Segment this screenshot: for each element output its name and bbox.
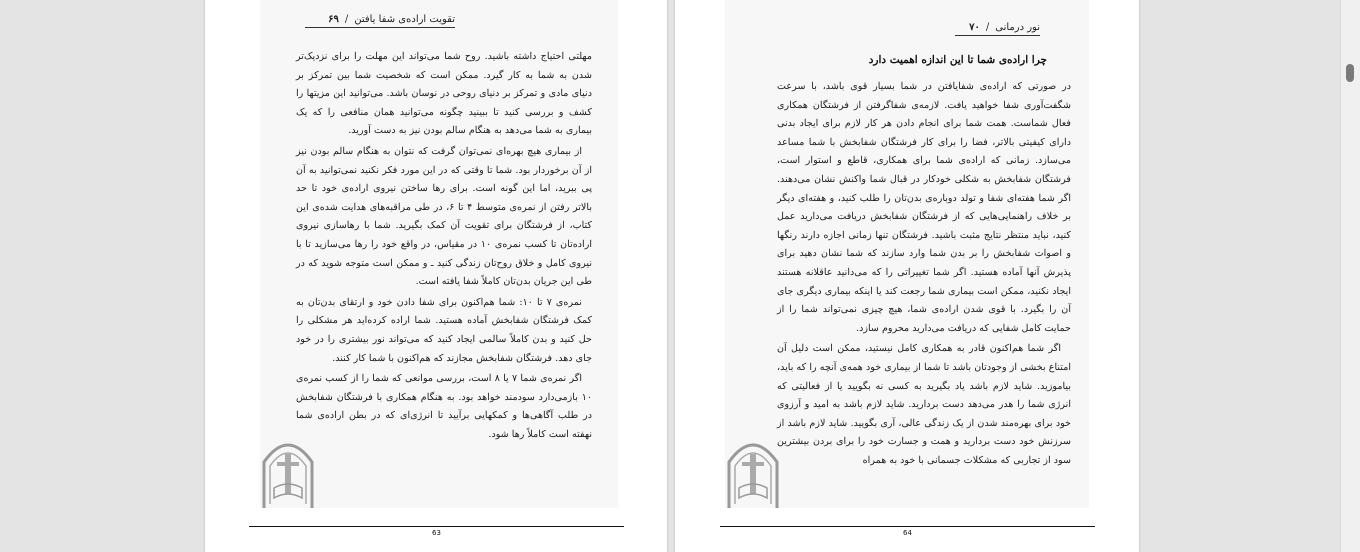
page-63 xyxy=(205,0,667,552)
body-text xyxy=(296,48,592,446)
body-text xyxy=(777,78,1071,472)
page-number: 64 xyxy=(903,529,912,537)
scrollbar-thumb[interactable] xyxy=(1346,64,1354,82)
header-title: تقویت اراده‌ی شفا یافتن xyxy=(354,14,455,25)
scanned-page-image xyxy=(725,0,1089,508)
paragraph: از بیماری هیچ بهره‌ای نمی‌توان گرفت که نتوان به هنگام سالم بودن نیز از آن برخوردار بود. شما تا وقتی که در این مورد فکر نکنید نمی‌توانید به آن پی ببرید، اما این گونه است. برای رها ساختن نیروی اراده‌ی خود تا حد بالاتر رفتن از نمره‌ی متوسط ۴ تا ۶، در طی مراقبه‌های هدایت شده‌ی این کتاب، از فرشتگان برای تقویت آن کمک بگیرید. شما با رهاسازی نیروی اراده‌تان تا کسب نمره‌ی ۱۰ در مقیاس، در واقع خود را رها می‌سازید تا با نیروی کامل و خلاق روح‌تان زندگی کنید ـ و ممکن است متوجه شوید که در طی این جریان بدن‌تان کاملاً شفا یافته است. xyxy=(296,145,592,288)
running-header xyxy=(955,22,1040,36)
page-number: 63 xyxy=(432,529,441,537)
paragraph: مهلتی احتیاج داشته باشید. روح شما می‌تواند این مهلت را برای نزدیک‌تر شدن به شما به کار گیرد. ممکن است که شخصیت شما بین تمرکز بر دنیای مادی و تمرکز بر دنیای روحی در نوسان باشد. می‌توانید این مزیتها را کشف و بررسی کنید تا ببینید چگونه می‌توانید همان منافعی را که یک بیماری به شما می‌دهد به هنگام سالم بودن نیز به دست آورید. xyxy=(296,51,592,137)
header-title: نور درمانی xyxy=(995,22,1040,33)
header-page-number: ۷۰ xyxy=(969,22,980,33)
paragraph: اگر شما هم‌اکنون قادر به همکاری کامل نیستید، ممکن است دلیل آن امتناع بخشی از وجودتان باشد تا شما از بیماری خود همه‌ی آنچه را که باید، بیاموزید. شاید لازم باشد یاد بگیرید به کسی نه بگویید یا از فعالیتی که انرژی شما را هدر می‌دهد دست بردارید. شاید لازم باشد به امید و آرزوی خود برای بهره‌مند شدن از یک زندگی عالی، آری بگویید. شاید لازم باشد از سرزنش خود دست بردارید و همت و جسارت خود را برای بردن بیشترین سود از تجاربی که مشکلات جسمانی با خود به همراه xyxy=(777,343,1071,466)
library-seal-logo xyxy=(260,432,316,508)
running-header xyxy=(305,14,455,28)
header-page-number: ۶۹ xyxy=(328,14,339,25)
page-64 xyxy=(675,0,1139,552)
scanned-page-image xyxy=(260,0,618,508)
section-title: چرا اراده‌ی شما تا این اندازه اهمیت دارد xyxy=(868,54,1047,66)
header-separator: / xyxy=(344,14,349,25)
footer-rule xyxy=(249,526,624,527)
paragraph: نمره‌ی ۷ تا ۱۰: شما هم‌اکنون برای شفا دادن خود و ارتقای بدن‌تان به کمک فرشتگان شفابخش آماده هستید. شما اراده کرده‌اید هر مشکلی را حل کنید و بدن کاملاً سالمی ایجاد کنید که می‌تواند نور بیشتری را در خود جای دهد. فرشتگان شفابخش مجازند که هم‌اکنون با شما کار کنند. xyxy=(296,296,592,364)
header-separator: / xyxy=(985,22,990,33)
library-seal-logo xyxy=(725,432,781,508)
footer-rule xyxy=(720,526,1095,527)
vertical-scrollbar[interactable] xyxy=(1340,0,1360,552)
paragraph: در صورتی که اراده‌ی شفایافتن در شما بسیار قوی باشد، با سرعت شگفت‌آوری شفا خواهید یافت. لازمه‌ی شفاگرفتن از فرشتگان همکاری فعال شماست. همت شما برای انجام دادن هر کار لازم برای ایجاد بدنی دارای کیفیتی بالاتر، فضا را برای کار فرشتگان شفابخش با شما مساعد می‌سازد. زمانی که اراده‌ی شما برای همکاری، قاطع و استوار است، فرشتگان شفابخش به شکلی خودکار در قبال شما واکنش نشان می‌دهند. اگر شما هفته‌ای شفا و تولد دوباره‌ی بدن‌تان را طلب کنید، و هفته‌ای دیگر بر خلاف راهنمایی‌هایی که از فرشتگان شفابخش دریافت می‌دارید عمل کنید، نباید منتظر نتایج مثبت باشید. فرشتگان تنها زمانی اجازه دارند رنگها و اصوات شفابخش را بر بدن شما وارد سازند که شما نشان دهید برای پذیرش آنها آماده هستید. اگر شما تغییراتی را که می‌دانید عاقلانه هستند ایجاد نکنید، ممکن است بیماری شما رجعت کند یا اینکه بیماری دیگری جای آن را بگیرد. با قوی شدن اراده‌ی شما، هیچ چیزی نمی‌تواند شما را از حمایت کامل شفایی که دریافت می‌دارید محروم سازد. xyxy=(777,81,1071,334)
paragraph: اگر نمره‌ی شما ۷ یا ۸ است، بررسی موانعی که شما را از کسب نمره‌ی ۱۰ بازمی‌دارد سودمند خواهد بود. به هنگام همکاری با فرشتگان شفابخش در طلب آگاهی‌ها و کمکهایی برآیید تا انرژی‌ای که در بطن اراده‌ی شما نهفته است کاملاً رها شود. xyxy=(296,373,592,440)
